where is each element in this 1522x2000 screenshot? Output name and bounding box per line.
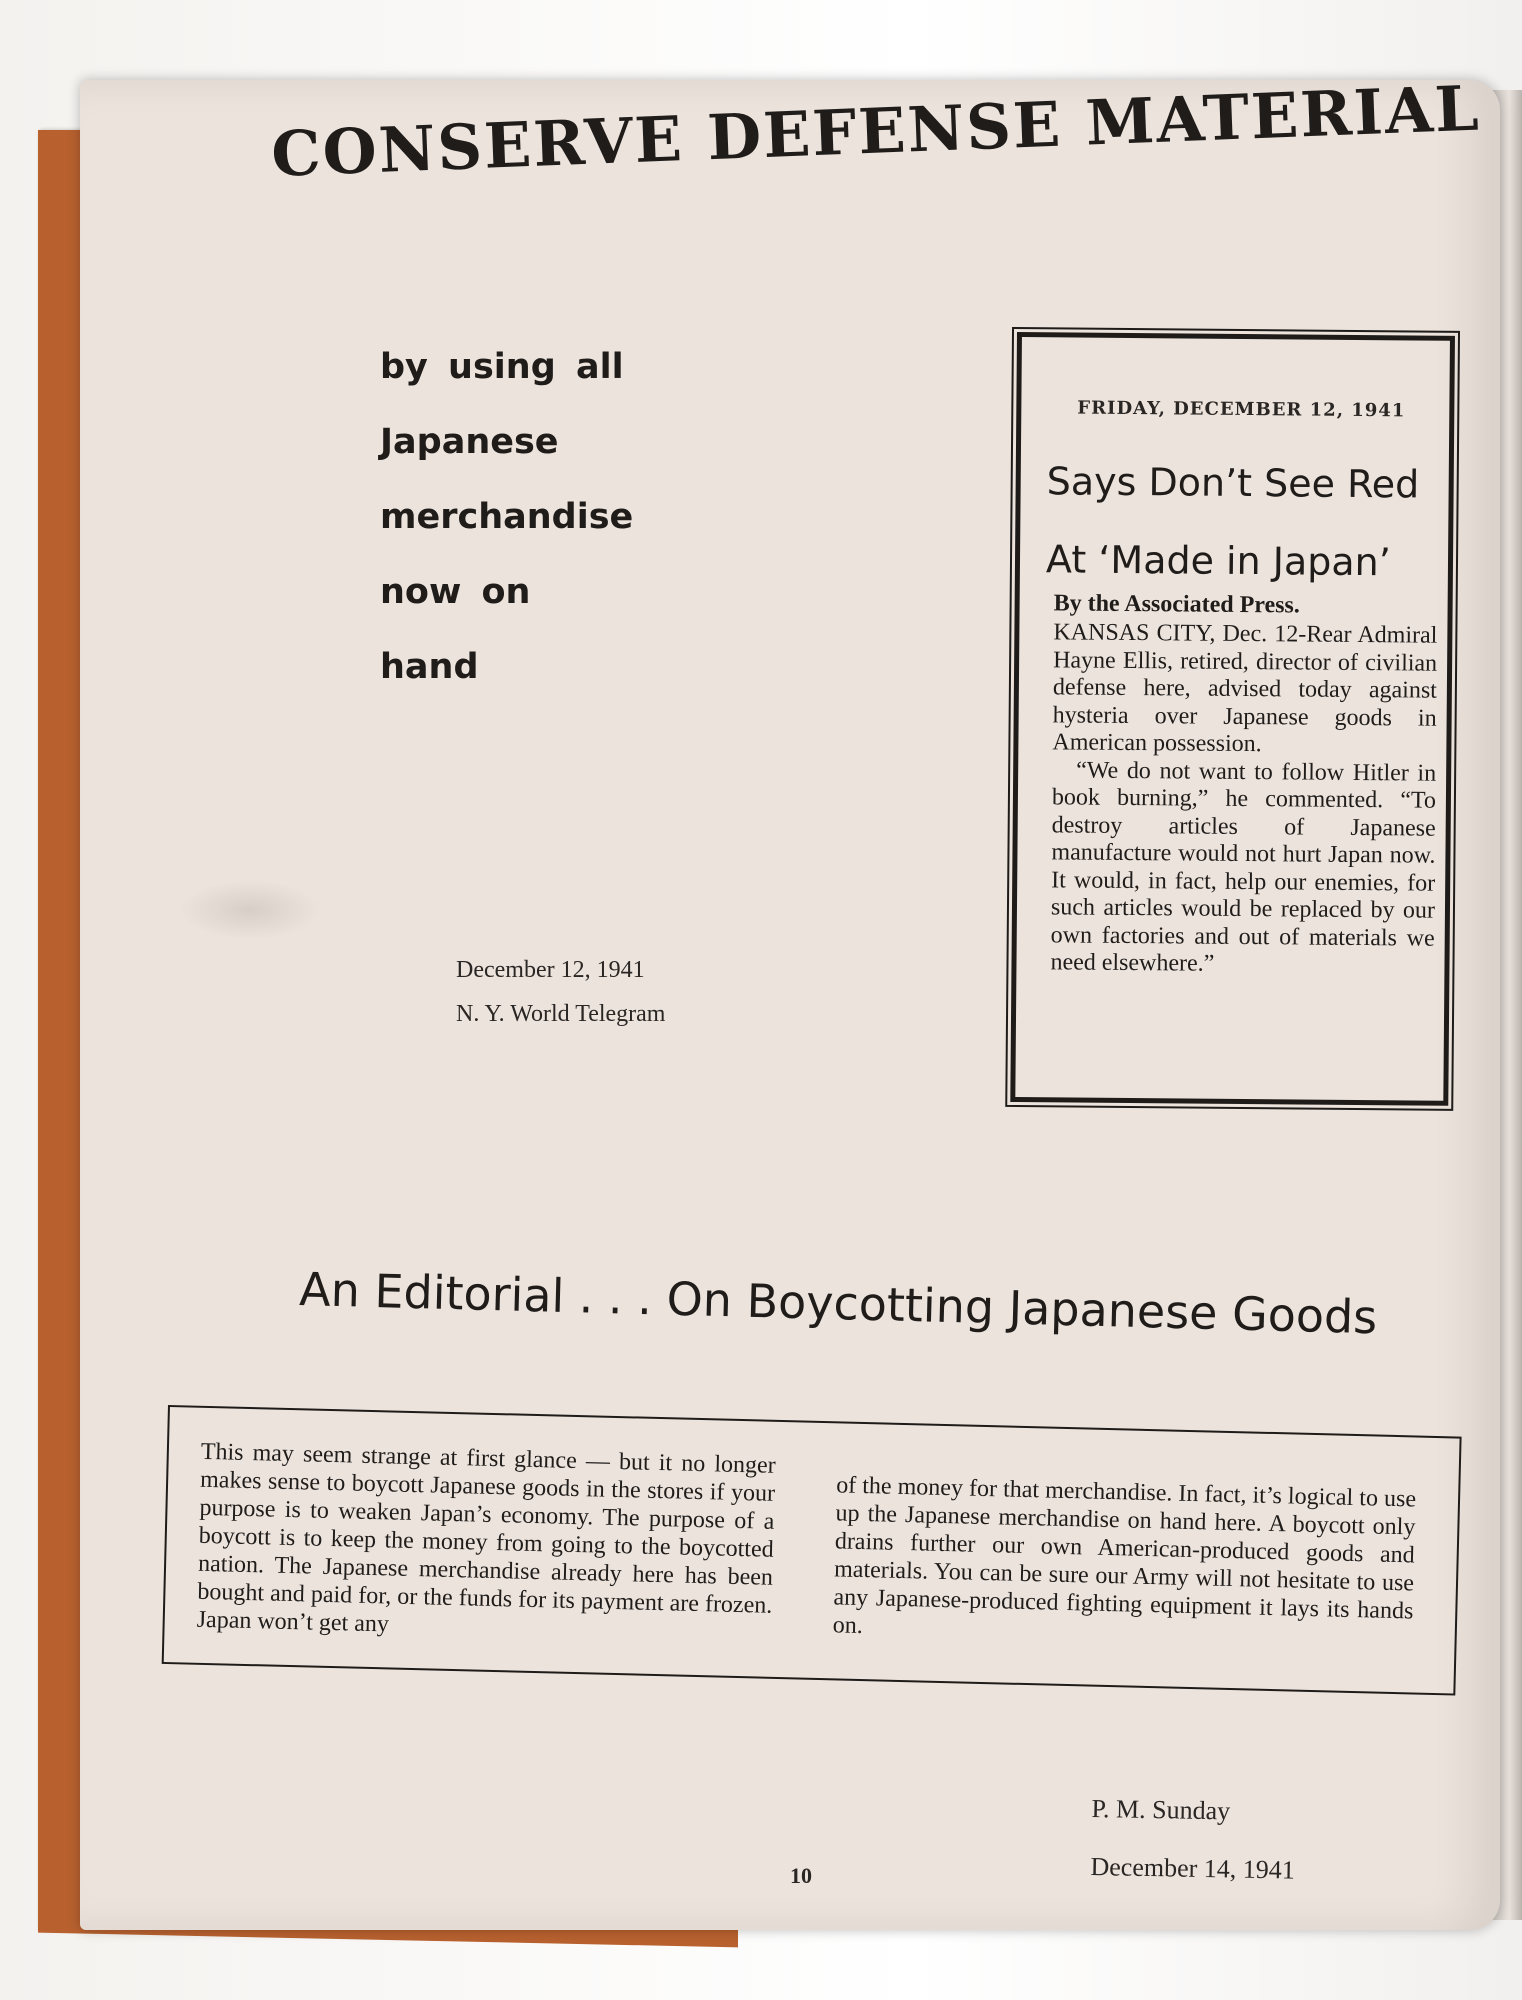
source-publication: P. M. Sunday	[1091, 1793, 1231, 1826]
subhead-line: by using all	[380, 347, 624, 387]
subhead-line: merchandise	[380, 497, 634, 537]
subhead-line: Japanese	[380, 422, 559, 462]
editorial-column-right: of the money for that merchandise. In fact, it’s logical to use up the Japanese merchandise on hand here. A boycott only drains further our own American-produced goods and materials. You can be sure our Army will not hesitate to use any Japanese-produced fighting equipment it lays its hands on.	[832, 1472, 1417, 1640]
editorial-column-left: This may seem strange at first glance — but it no longer makes sense to boycott Japanese goods in the stores if your purpose is to weaken Japan’s economy. The purpose of a boycott is to keep the money from going to the boycotted nation. The Japanese merchandise already here has been bought and paid for, or the funds for its payment are frozen. Japan won’t get any	[196, 1438, 777, 1638]
page-number: 10	[790, 1863, 812, 1888]
clipping-paragraph: KANSAS CITY, Dec. 12-Rear Admiral Hayne Ellis, retired, director of civilian defense here, advised today against hysteria over Japanese goods in American possession.	[1052, 619, 1438, 758]
clipping-dateline: FRIDAY, DECEMBER 12, 1941	[1077, 397, 1406, 422]
source-citation-1	[456, 948, 665, 1036]
clipping-title	[1046, 442, 1437, 601]
subhead	[380, 330, 740, 705]
news-clipping	[1010, 332, 1455, 1106]
clipping-byline: By the Associated Press.	[1053, 590, 1300, 619]
page-smudge	[180, 880, 320, 940]
clipping-body	[1050, 619, 1437, 980]
subhead-line: hand	[380, 647, 479, 687]
clipping-title-line: At ‘Made in Japan’	[1045, 537, 1392, 585]
source-date: December 12, 1941	[456, 957, 645, 983]
page-headline: CONSERVE DEFENSE MATERIAL	[270, 71, 1482, 191]
source-date: December 14, 1941	[1090, 1851, 1296, 1885]
clipping-paragraph: “We do not want to follow Hitler in book burning,” he commented. “To destroy articles of Japanese manufacture would not hurt Japan now. It would, in fact, help our enemies, for such articles would be replaced by our own factories and out of materials we need elsewhere.”	[1050, 757, 1437, 977]
editorial-title: An Editorial . . . On Boycotting Japanese Goods	[298, 1262, 1378, 1345]
source-publication: N. Y. World Telegram	[456, 1001, 666, 1027]
clipping-title-line: Says Don’t See Red	[1046, 459, 1420, 507]
editorial-box	[162, 1405, 1462, 1696]
source-citation-2	[1090, 1780, 1296, 1900]
subhead-line: now on	[380, 572, 531, 612]
